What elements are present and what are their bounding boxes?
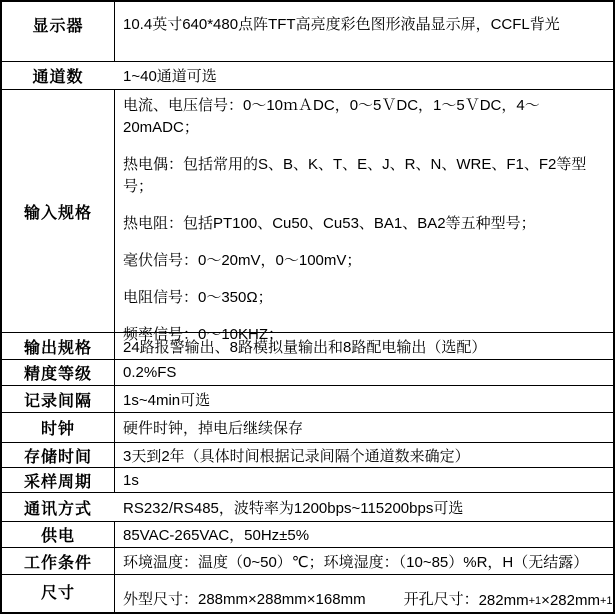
row-label-working-conditions: 工作条件 — [2, 548, 115, 574]
input-spec-line-resistance: 电阻信号：0～350Ω； — [123, 289, 273, 306]
row-label-clock: 时钟 — [2, 413, 115, 442]
hole-dimension-times: × — [541, 592, 550, 609]
hole-dimension-height-tolerance: +1 — [599, 595, 613, 607]
input-spec-line-thermocouple: 热电偶：包括常用的S、B、K、T、E、J、R、N、WRE、F1、F2等型号； — [123, 156, 587, 195]
hole-dimensions-prefix: 开孔尺寸： — [403, 591, 479, 608]
row-value-input-specs — [115, 90, 613, 343]
row-label-record-interval: 记录间隔 — [2, 386, 115, 412]
row-value-sampling-period: 1s — [123, 471, 139, 489]
row-value-output-specs: 24路报警输出、8路模拟量输出和8路配电输出（选配） — [123, 338, 487, 356]
row-value-dimensions — [115, 575, 613, 612]
row-value-working-conditions: 环境温度：温度（0~50）℃；环境湿度：（10~85）%R，H（无结露） — [123, 553, 589, 571]
row-label-display: 显示器 — [2, 2, 115, 61]
spec-row-clock — [2, 413, 613, 443]
row-value-display: 10.4英寸640*480点阵TFT高亮度彩色图形液晶显示屏，CCFL背光 — [123, 16, 560, 33]
input-spec-line-frequency: 频率信号：0～10KHZ； — [123, 326, 284, 343]
spec-row-storage-time — [2, 443, 613, 468]
input-spec-line-current-voltage: 电流、电压信号：0～10ｍＡDC，0～5ＶDC，1～5ＶDC，4～20mADC； — [123, 97, 540, 136]
row-label-accuracy: 精度等级 — [2, 360, 115, 385]
input-spec-line-millivolt: 毫伏信号：0～20mV，0～100mV； — [123, 252, 362, 269]
spec-row-communication — [2, 493, 613, 522]
spec-row-channels — [2, 62, 613, 90]
hole-dimension-width-tolerance: +1 — [528, 595, 542, 607]
row-value-clock: 硬件时钟，掉电后继续保存 — [123, 420, 304, 437]
spec-row-sampling-period — [2, 468, 613, 493]
spec-row-power-supply — [2, 522, 613, 548]
row-label-power-supply: 供电 — [2, 522, 115, 547]
row-label-input-specs: 输入规格 — [2, 90, 115, 332]
hole-dimension-width: 282mm — [478, 592, 529, 609]
outer-dimensions: 外型尺寸：288mm×288mm×168mm — [123, 591, 366, 608]
spec-row-accuracy — [2, 360, 613, 386]
spec-row-dimensions — [2, 575, 613, 612]
hole-dimension-height: 282mm — [549, 592, 600, 609]
input-spec-line-rtd: 热电阻：包括PT100、Cu50、Cu53、BA1、BA2等五种型号； — [123, 215, 536, 232]
row-value-storage-time: 3天到2年（具体时间根据记录间隔个通道数来确定） — [123, 447, 470, 465]
row-value-power-supply: 85VAC-265VAC，50Hz±5% — [123, 527, 310, 544]
row-value-record-interval: 1s~4min可选 — [123, 391, 211, 409]
row-label-output-specs: 输出规格 — [2, 333, 115, 359]
row-label-communication: 通讯方式 — [23, 500, 92, 518]
row-label-dimensions: 尺寸 — [2, 575, 115, 612]
row-value-channels: 1~40通道可选 — [123, 68, 217, 85]
spec-row-output-specs — [2, 333, 613, 360]
row-value-accuracy: 0.2%FS — [123, 364, 177, 381]
row-label-channels: 通道数 — [32, 69, 84, 86]
row-label-sampling-period: 采样周期 — [2, 468, 115, 492]
row-value-communication: RS232/RS485，波特率为1200bps~115200bps可选 — [123, 499, 464, 517]
spec-row-record-interval — [2, 386, 613, 413]
spec-row-input-specs — [2, 90, 613, 343]
spec-row-working-conditions — [2, 548, 613, 575]
row-label-storage-time: 存储时间 — [2, 443, 115, 467]
spec-row-display — [2, 2, 613, 62]
